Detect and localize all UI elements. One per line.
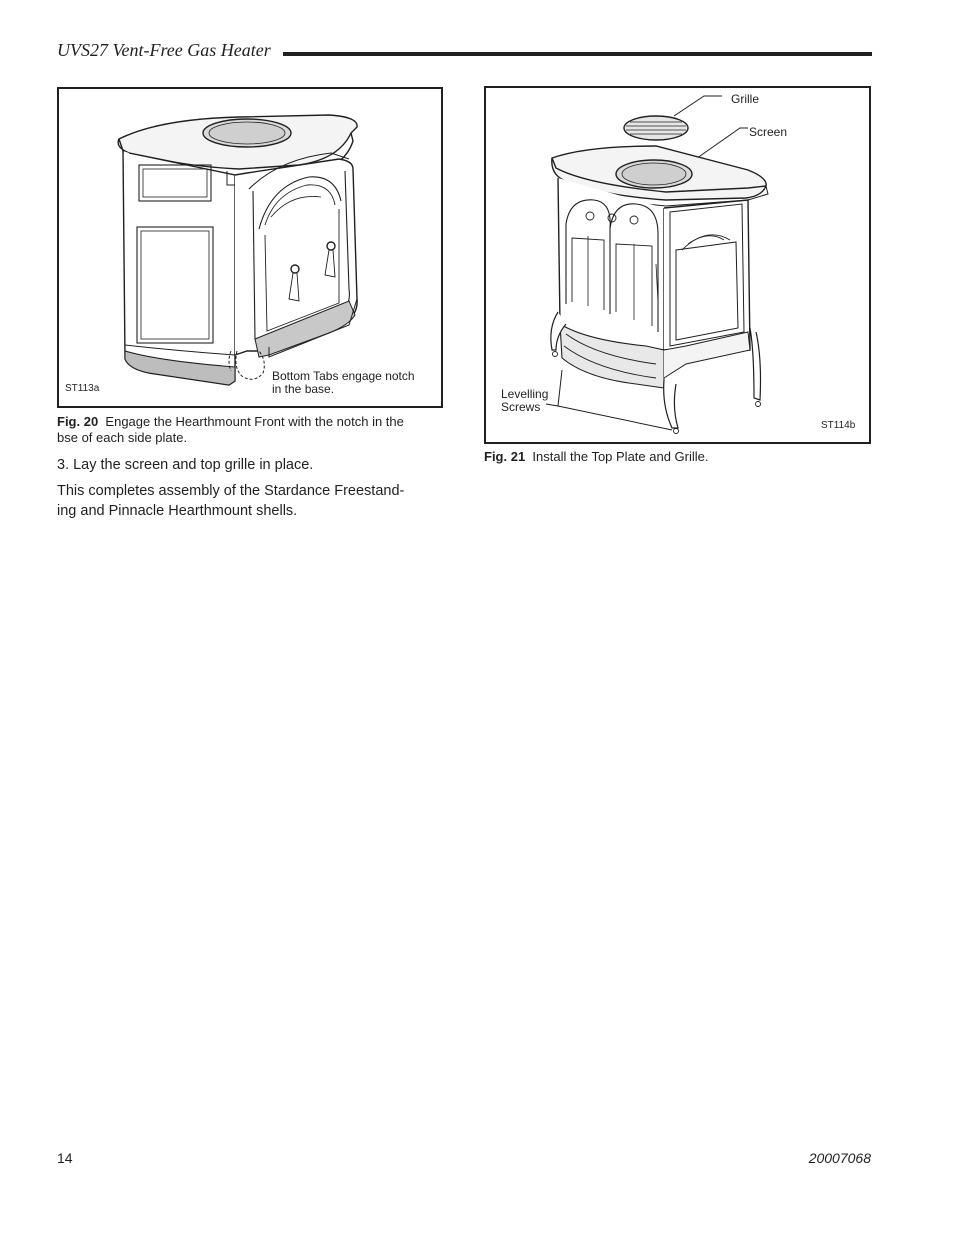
callout-line-2: in the base.	[272, 382, 335, 396]
levelling-line-2: Screws	[501, 400, 541, 414]
page-number: 14	[57, 1150, 73, 1166]
figure-20	[57, 87, 443, 408]
figure-20-code: ST113a	[65, 383, 100, 394]
figure-21-caption	[484, 449, 871, 465]
caption-text-line-2: bse of each side plate.	[57, 430, 188, 445]
grille-label: Grille	[731, 92, 760, 106]
levelling-screws-label	[501, 388, 548, 414]
document-number: 20007068	[808, 1150, 871, 1166]
caption-text: Install the Top Plate and Grille.	[532, 449, 709, 464]
levelling-line-1: Levelling	[501, 387, 549, 401]
header-rule	[283, 52, 872, 56]
figure-21	[484, 86, 871, 444]
caption-label: Fig. 20	[57, 414, 99, 429]
caption-text: Engage the Hearthmount Front with the notch in the	[105, 414, 404, 429]
callout-line-1: Bottom Tabs engage notch	[272, 369, 415, 383]
step-3-text: 3. Lay the screen and top grille in place.	[57, 457, 314, 473]
closing-paragraph	[57, 481, 443, 521]
figure-21-code: ST114b	[821, 420, 856, 431]
closing-line-1: This completes assembly of the Stardance Freestand-	[57, 483, 405, 499]
caption-label: Fig. 21	[484, 449, 526, 464]
hearthmount-illustration	[59, 89, 441, 406]
figure-20-caption	[57, 414, 443, 446]
screen-label: Screen	[749, 125, 788, 139]
closing-line-2: ing and Pinnacle Hearthmount shells.	[57, 503, 298, 519]
header-title: UVS27 Vent-Free Gas Heater	[57, 40, 271, 60]
figure-20-callout	[272, 370, 415, 396]
